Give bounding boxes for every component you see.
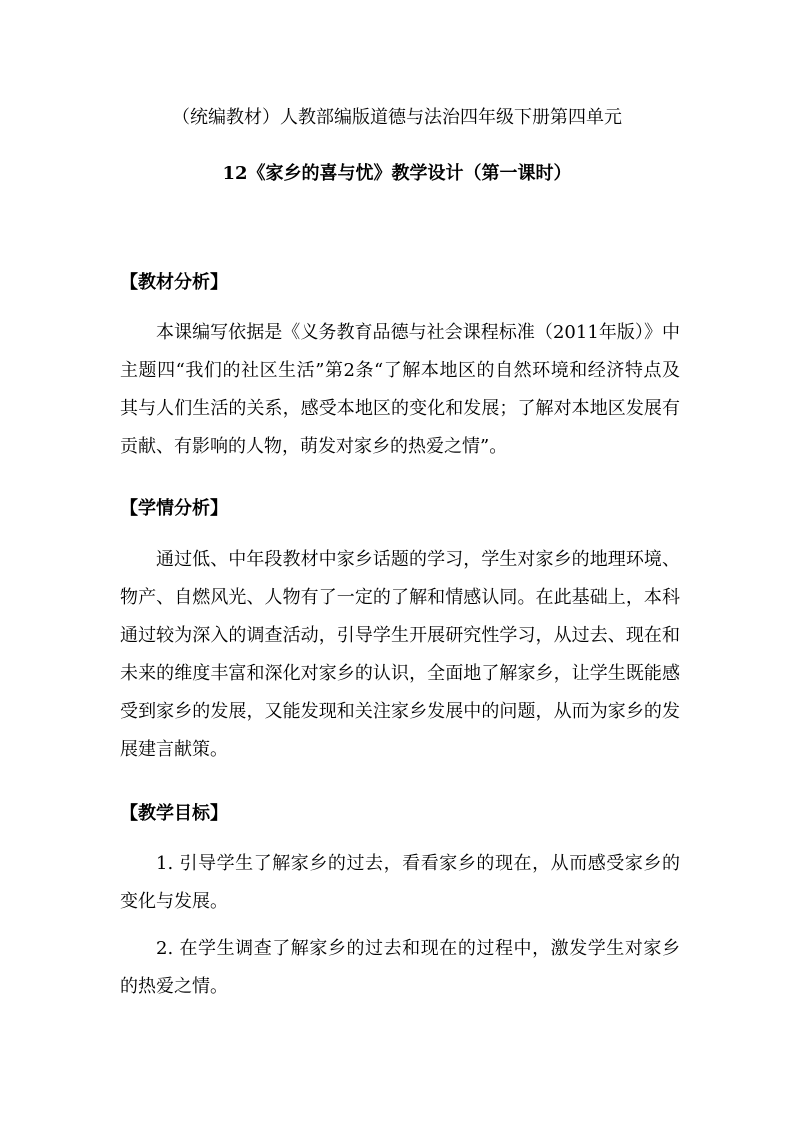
paragraph-goal-2: 2. 在学生调查了解家乡的过去和现在的过程中，激发学生对家乡的热爱之情。 <box>120 938 680 997</box>
document-title: 12《家乡的喜与忧》教学设计（第一课时） <box>222 163 572 184</box>
document-subtitle: （统编教材）人教部编版道德与法治四年级下册第四单元 <box>172 107 622 128</box>
paragraph-textbook-analysis: 本课编写依据是《义务教育品德与社会课程标准（2011年版）》中主题四“我们的社区生活”第2条“了解本地区的自然环境和经济特点及其与人们生活的关系，感受本地区的变化和发展；了解对本地区发展有贡献、有影响的人物，萌发对家乡的热爱之情”。 <box>120 322 680 457</box>
section-heading-textbook-analysis: 【教材分析】 <box>120 272 228 293</box>
section-heading-teaching-goals: 【教学目标】 <box>120 803 228 824</box>
paragraph-goal-1: 1. 引导学生了解家乡的过去，看看家乡的现在，从而感受家乡的变化与发展。 <box>120 853 680 912</box>
section-heading-student-analysis: 【学情分析】 <box>120 498 228 519</box>
paragraph-student-analysis: 通过低、中年段教材中家乡话题的学习，学生对家乡的地理环境、物产、自燃风光、人物有了一定的了解和情感认同。在此基础上，本科通过较为深入的调查活动，引导学生开展研究性学习，从过去、现在和未来的维度丰富和深化对家乡的认识，全面地了解家乡，让学生既能感受到家乡的发展，又能发现和关注家乡发展中的问题，从而为家乡的发展建言献策。 <box>120 549 680 760</box>
